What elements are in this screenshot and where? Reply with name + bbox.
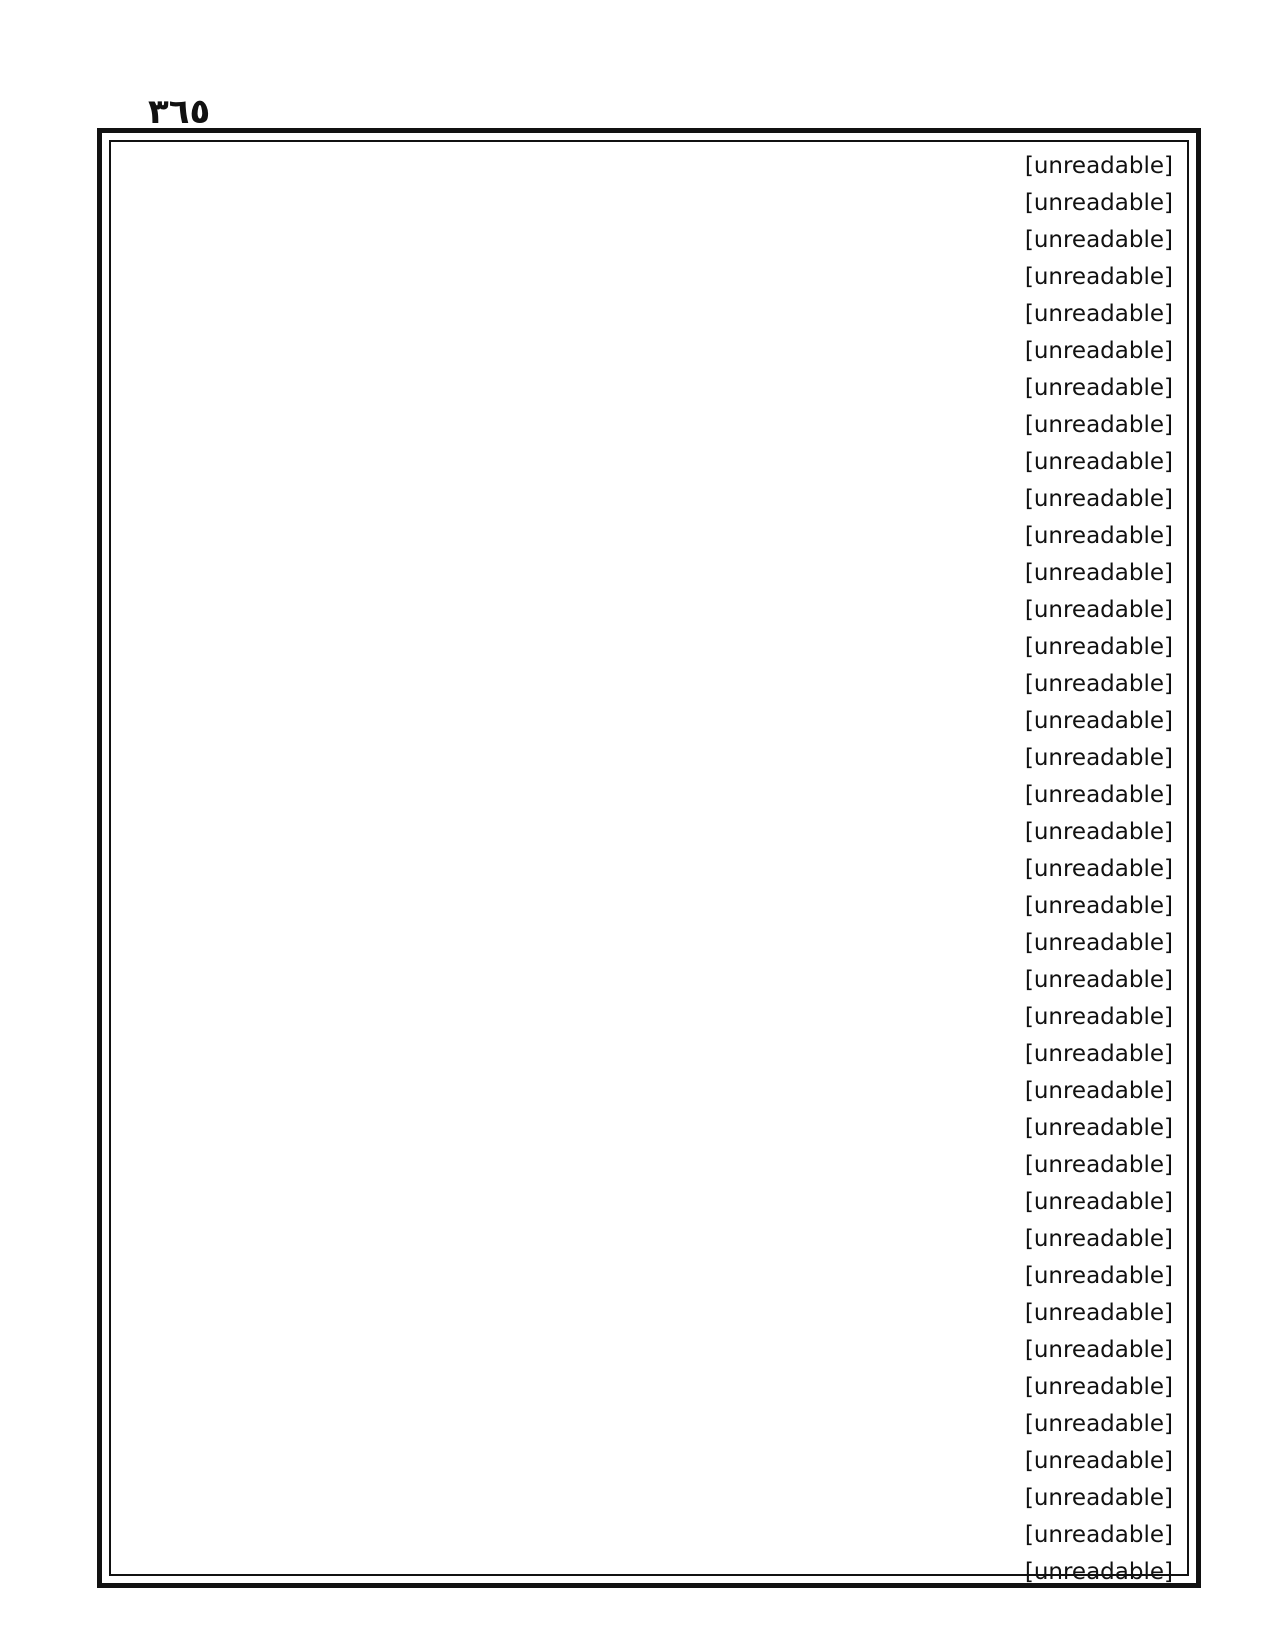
text-line: [unreadable]	[1024, 745, 1173, 771]
text-line: [unreadable]	[1024, 1485, 1173, 1511]
text-line: [unreadable]	[1024, 153, 1173, 179]
text-line: [unreadable]	[1024, 1300, 1173, 1326]
text-line: [unreadable]	[1024, 301, 1173, 327]
text-line: [unreadable]	[1024, 412, 1173, 438]
text-line: [unreadable]	[1024, 1559, 1173, 1585]
text-line: [unreadable]	[1024, 967, 1173, 993]
text-line: [unreadable]	[1024, 1411, 1173, 1437]
text-line: [unreadable]	[1024, 671, 1173, 697]
text-line: [unreadable]	[1024, 782, 1173, 808]
page-number: ٣٦٥	[148, 92, 211, 132]
text-line: [unreadable]	[1024, 1263, 1173, 1289]
text-line: [unreadable]	[1024, 856, 1173, 882]
text-line: [unreadable]	[1024, 190, 1173, 216]
text-line: [unreadable]	[1024, 1374, 1173, 1400]
text-line: [unreadable]	[1024, 1004, 1173, 1030]
text-line: [unreadable]	[1024, 1448, 1173, 1474]
text-line: [unreadable]	[1024, 1226, 1173, 1252]
text-line: [unreadable]	[1024, 708, 1173, 734]
inner-border	[109, 140, 1189, 1585]
text-line: [unreadable]	[1024, 634, 1173, 660]
text-line: [unreadable]	[1024, 486, 1173, 512]
text-line: [unreadable]	[1024, 819, 1173, 845]
text-line: [unreadable]	[1024, 1152, 1173, 1178]
text-line: [unreadable]	[1024, 523, 1173, 549]
text-line: [unreadable]	[1024, 930, 1173, 956]
text-line: [unreadable]	[1024, 1337, 1173, 1363]
text-line: [unreadable]	[1024, 338, 1173, 364]
text-line: [unreadable]	[1024, 1522, 1173, 1548]
text-line: [unreadable]	[1024, 1115, 1173, 1141]
text-line: [unreadable]	[1024, 1041, 1173, 1067]
text-line: [unreadable]	[1024, 597, 1173, 623]
text-line: [unreadable]	[1024, 449, 1173, 475]
text-line: [unreadable]	[1024, 227, 1173, 253]
text-line: [unreadable]	[1024, 560, 1173, 586]
body-text	[125, 148, 1173, 1585]
page-border	[97, 128, 1201, 1588]
text-line: [unreadable]	[1024, 1189, 1173, 1215]
text-line: [unreadable]	[1024, 375, 1173, 401]
text-line: [unreadable]	[1024, 264, 1173, 290]
text-line: [unreadable]	[1024, 893, 1173, 919]
text-line: [unreadable]	[1024, 1078, 1173, 1104]
